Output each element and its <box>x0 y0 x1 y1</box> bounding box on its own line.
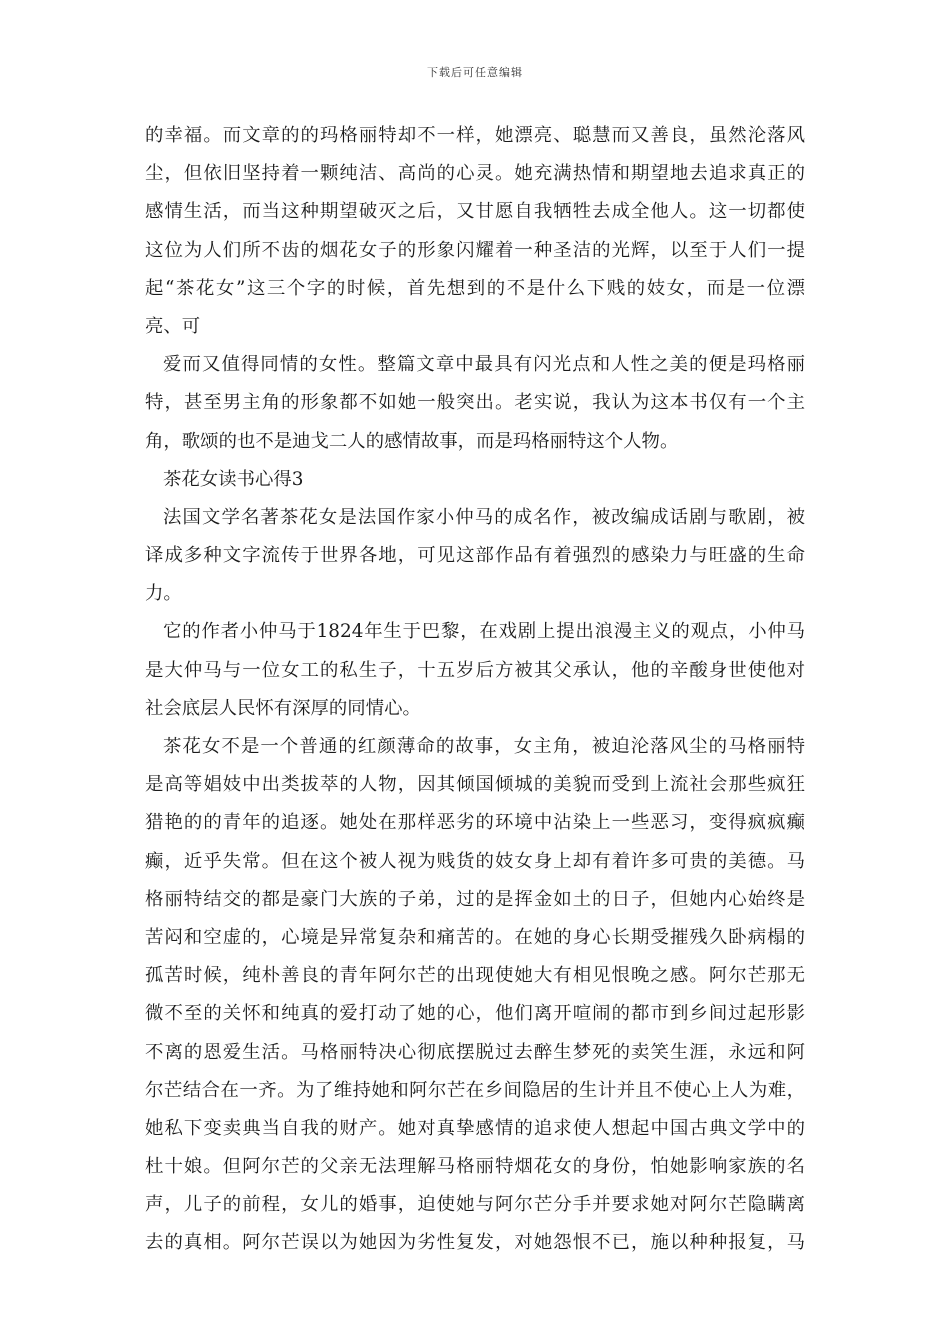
text-line: 癫，近乎失常。但在这个被人视为贱货的妓女身上却有着许多可贵的美德。马 <box>145 850 805 872</box>
text-line: 茶花女不是一个普通的红颜薄命的故事，女主角，被迫沦落风尘的马格丽特 <box>163 736 805 757</box>
text-line: 去的真相。阿尔芒误以为她因为劣性复发，对她怨恨不已，施以种种报复，马 <box>145 1232 805 1254</box>
document-body <box>145 117 805 1263</box>
text-line: 感情生活，而当这种期望破灭之后，又甘愿自我牺牲去成全他人。这一切都使 <box>145 201 805 223</box>
text-line: 尔芒结合在一齐。为了维持她和阿尔芒在乡间隐居的生计并且不使心上人为难， <box>145 1079 805 1101</box>
text-line: 尘，但依旧坚持着一颗纯洁、高尚的心灵。她充满热情和期望地去追求真正的 <box>145 163 805 185</box>
text-line: 是大仲马与一位女工的私生子，十五岁后方被其父承认，他的辛酸身世使他对 <box>145 659 805 681</box>
text-line: 这位为人们所不齿的烟花女子的形象闪耀着一种圣洁的光辉，以至于人们一提 <box>145 239 805 261</box>
section-heading: 茶花女读书心得3 <box>163 468 304 490</box>
text-line: 角，歌颂的也不是迪戈二人的感情故事，而是玛格丽特这个人物。 <box>145 430 679 452</box>
text-line: 译成多种文字流传于世界各地，可见这部作品有着强烈的感染力与旺盛的生命 <box>145 545 805 567</box>
text-line: 她私下变卖典当自我的财产。她对真挚感情的追求使人想起中国古典文学中的 <box>145 1117 805 1139</box>
text-line: 它的作者小仲马于1824年生于巴黎，在戏剧上提出浪漫主义的观点，小仲马 <box>163 621 805 643</box>
text-line: 不离的恩爱生活。马格丽特决心彻底摆脱过去醉生梦死的卖笑生涯，永远和阿 <box>145 1041 805 1063</box>
text-line: 声，儿子的前程，女儿的婚事，迫使她与阿尔芒分手并要求她对阿尔芒隐瞒离 <box>145 1194 805 1216</box>
text-line: 力。 <box>145 583 182 605</box>
page-header-note: 下载后可任意编辑 <box>427 66 523 79</box>
text-line: 微不至的关怀和纯真的爱打动了她的心，他们离开喧闹的都市到乡间过起形影 <box>145 1003 805 1025</box>
text-line: 社会底层人民怀有深厚的同情心。 <box>145 697 421 719</box>
text-line: 是高等娼妓中出类拔萃的人物，因其倾国倾城的美貌而受到上流社会那些疯狂 <box>145 774 805 796</box>
text-line: 法国文学名著茶花女是法国作家小仲马的成名作，被改编成话剧与歌剧，被 <box>163 506 805 528</box>
text-line: 特，甚至男主角的形象都不如她一般突出。老实说，我认为这本书仅有一个主 <box>145 392 805 414</box>
text-line: 苦闷和空虚的，心境是异常复杂和痛苦的。在她的身心长期受摧残久卧病榻的 <box>145 926 805 948</box>
text-line: 孤苦时候，纯朴善良的青年阿尔芒的出现使她大有相见恨晚之感。阿尔芒那无 <box>145 965 805 987</box>
text-line: 亮、可 <box>145 315 201 337</box>
text-line: 起“茶花女”这三个字的时候，首先想到的不是什么下贱的妓女，而是一位漂 <box>145 277 805 299</box>
text-line: 猎艳的的青年的追逐。她处在那样恶劣的环境中沾染上一些恶习，变得疯疯癫 <box>145 812 805 834</box>
text-line: 杜十娘。但阿尔芒的父亲无法理解马格丽特烟花女的身份，怕她影响家族的名 <box>145 1156 805 1178</box>
text-line: 的幸福。而文章的的玛格丽特却不一样，她漂亮、聪慧而又善良，虽然沦落风 <box>145 125 805 146</box>
text-line: 爱而又值得同情的女性。整篇文章中最具有闪光点和人性之美的便是玛格丽 <box>163 354 805 376</box>
text-line: 格丽特结交的都是豪门大族的子弟，过的是挥金如土的日子，但她内心始终是 <box>145 888 805 910</box>
